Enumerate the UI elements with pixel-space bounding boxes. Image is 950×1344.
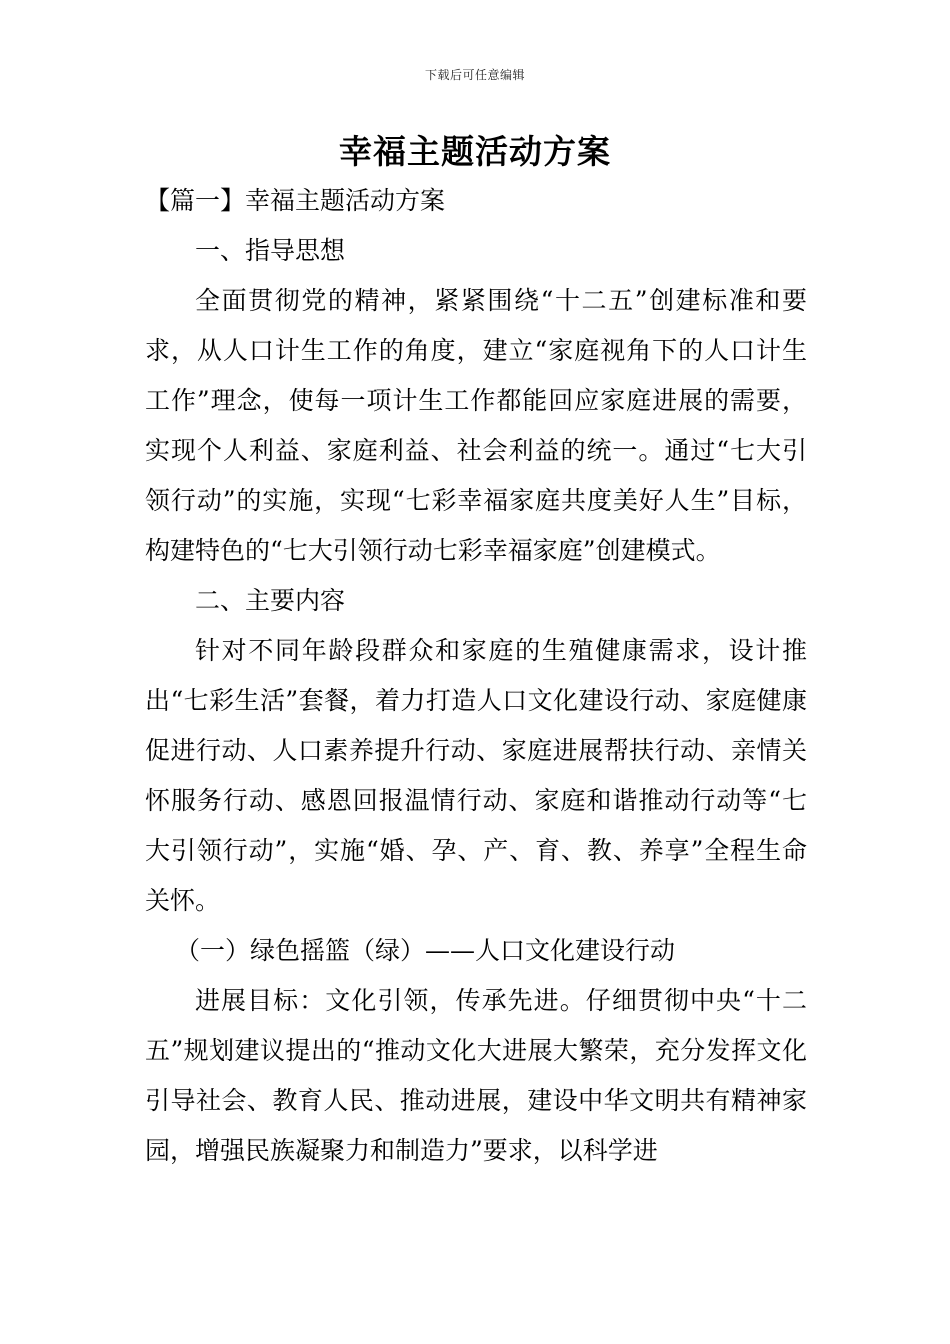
document-title: 幸福主题活动方案 — [339, 132, 611, 171]
paragraph-guiding-ideology: 全面贯彻党的精神，紧紧围绕“十二五”创建标准和要求，从人口计生工作的角度，建立“家庭视角下的人口计生工作”理念，使每一项计生工作都能回应家庭进展的需要，实现个人利益、家庭利益、社会利益的统一。通过“七大引领行动”的实施，实现“七彩幸福家庭共度美好人生”目标，构建特色的“七大引领行动七彩幸福家庭”创建模式。 — [145, 286, 807, 565]
subsection-heading-green-cradle: （一）绿色摇篮（绿）——人口文化建设行动 — [175, 936, 676, 965]
part-label: 【篇一】幸福主题活动方案 — [145, 186, 446, 215]
document-body — [145, 176, 807, 1176]
paragraph-main-content: 针对不同年龄段群众和家庭的生殖健康需求，设计推出“七彩生活”套餐，着力打造人口文化建设行动、家庭健康促进行动、人口素养提升行动、家庭进展帮扶行动、亲情关怀服务行动、感恩回报温情行动、家庭和谐推动行动等“七大引领行动”，实施“婚、孕、产、育、教、养享”全程生命关怀。 — [145, 636, 807, 915]
section-heading-main-content: 二、主要内容 — [195, 586, 346, 615]
section-heading-guiding-ideology: 一、指导思想 — [195, 236, 346, 265]
paragraph-development-goal: 进展目标：文化引领，传承先进。仔细贯彻中央“十二五”规划建议提出的“推动文化大进展大繁荣，充分发挥文化引导社会、教育人民、推动进展，建设中华文明共有精神家园，增强民族凝聚力和制造力”要求，以科学进 — [145, 986, 807, 1165]
header-note: 下载后可任意编辑 — [424, 68, 525, 82]
